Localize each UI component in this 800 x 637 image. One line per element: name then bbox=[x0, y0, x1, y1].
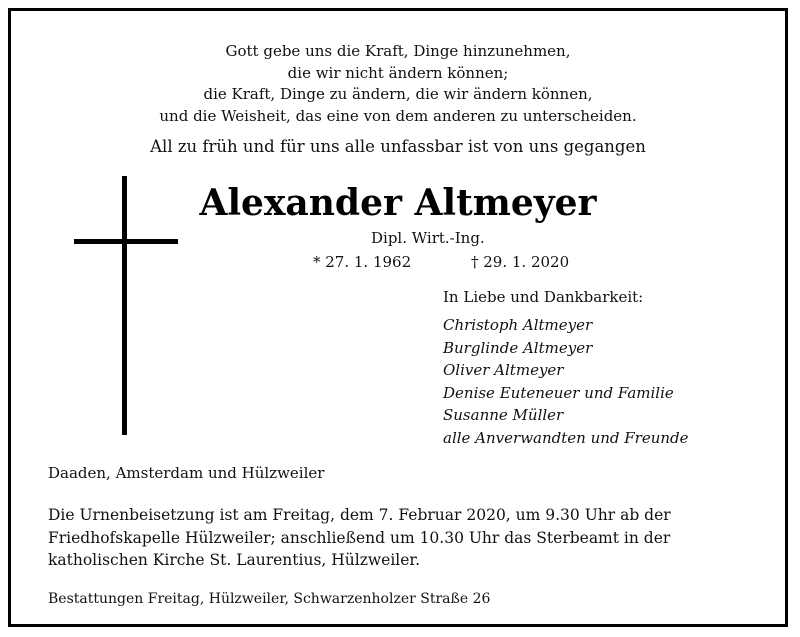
list-item: alle Anverwandten und Freunde bbox=[443, 428, 689, 447]
undertaker-line: Bestattungen Freitag, Hülzweiler, Schwarzenholzer Straße 26 bbox=[48, 591, 491, 607]
burial-line: Friedhofskapelle Hülzweiler; anschließend um 10.30 Uhr das Sterbeamt in der bbox=[48, 528, 671, 547]
cross-horizontal-bar bbox=[74, 239, 178, 244]
poem-line: die Kraft, Dinge zu ändern, die wir ändern können, bbox=[203, 85, 593, 103]
list-item: Susanne Müller bbox=[443, 406, 564, 425]
list-item: Christoph Altmeyer bbox=[443, 316, 593, 334]
poem-line: die wir nicht ändern können; bbox=[287, 63, 509, 82]
death-date: † 29. 1. 2020 bbox=[471, 253, 570, 271]
poem-line: Gott gebe uns die Kraft, Dinge hinzunehmen, bbox=[225, 42, 571, 60]
list-item: Burglinde Altmeyer bbox=[443, 338, 593, 357]
mourners-heading: In Liebe und Dankbarkeit: bbox=[443, 288, 644, 306]
mourners-list bbox=[443, 314, 689, 450]
burial-line: Die Urnenbeisetzung ist am Freitag, dem 7. Februar 2020, um 9.30 Uhr ab der bbox=[48, 506, 671, 524]
places-line: Daaden, Amsterdam und Hülzweiler bbox=[48, 464, 325, 482]
list-item: Oliver Altmeyer bbox=[443, 361, 564, 380]
burial-notice bbox=[48, 504, 748, 572]
obituary-notice bbox=[8, 8, 788, 627]
serenity-prayer bbox=[11, 41, 785, 127]
deceased-name: Alexander Altmeyer bbox=[199, 182, 597, 224]
list-item: Denise Euteneuer und Familie bbox=[443, 383, 674, 402]
deceased-title: Dipl. Wirt.-Ing. bbox=[371, 229, 485, 247]
birth-date: * 27. 1. 1962 bbox=[313, 253, 412, 271]
poem-line: und die Weisheit, das eine von dem anderen zu unterscheiden. bbox=[159, 106, 637, 125]
burial-line: katholischen Kirche St. Laurentius, Hülzweiler. bbox=[48, 551, 421, 569]
intro-text: All zu früh und für uns alle unfassbar ist von uns gegangen bbox=[150, 137, 646, 156]
cross-vertical-bar bbox=[122, 176, 127, 435]
